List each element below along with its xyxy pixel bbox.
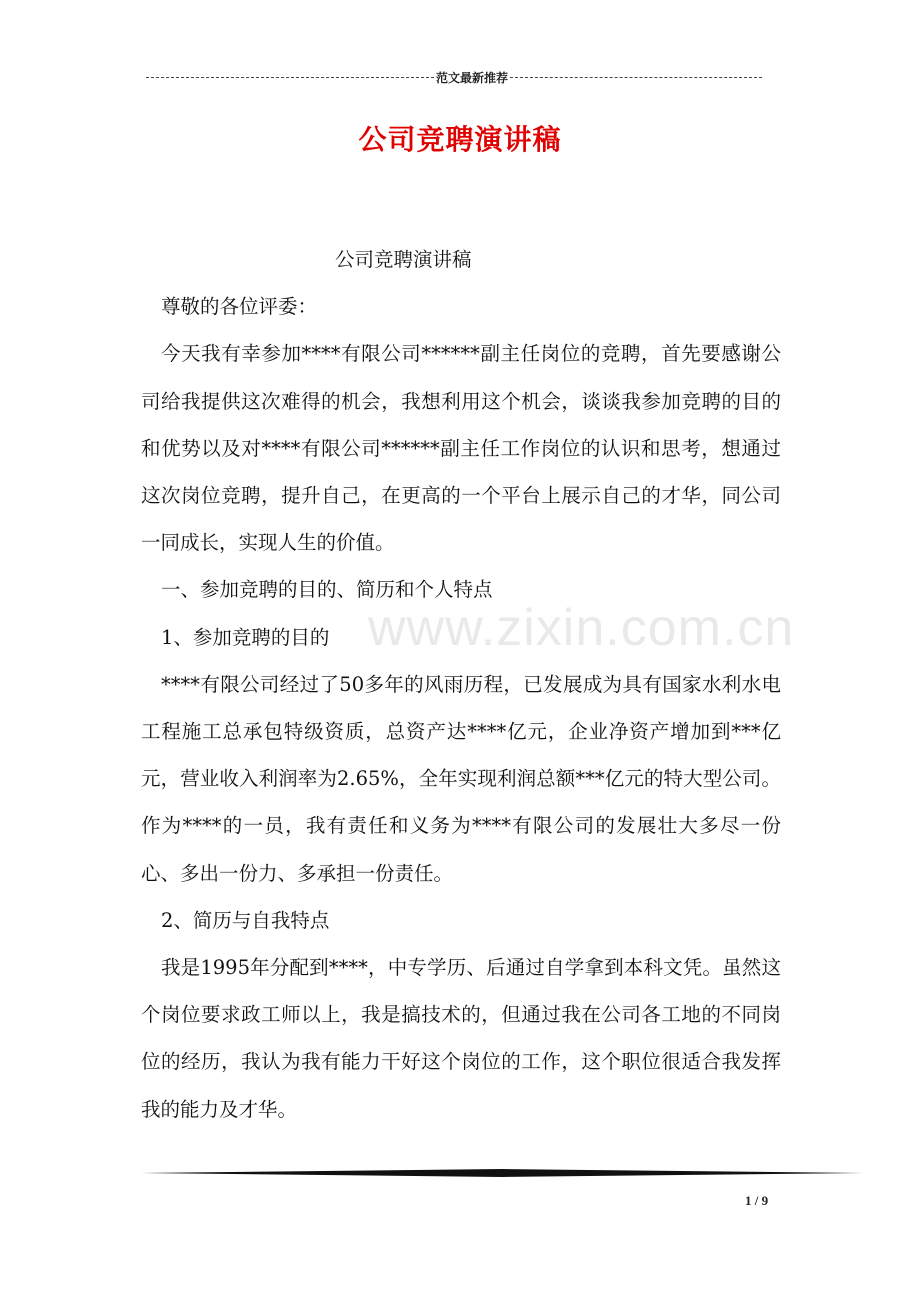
paragraph-resume: 我是1995年分配到****，中专学历、后通过自学拿到本科文凭。虽然这个岗位要求政工师以上，我是搞技术的，但通过我在公司各工地的不同岗位的经历，我认为我有能力干好这个岗位的工作，这个职位很适合我发挥我的能力及才华。	[141, 956, 781, 1121]
page-number: 1 / 9	[745, 1193, 769, 1208]
subsection-heading-1: 1、参加竞聘的目的	[161, 625, 330, 649]
paragraph-intro: 今天我有幸参加****有限公司******副主任岗位的竞聘，首先要感谢公司给我提供这次难得的机会，我想利用这个机会，谈谈我参加竞聘的目的和优势以及对****有限公司******副主任工作岗位的认识和思考，想通过这次岗位竞聘，提升自己，在更高的一个平台上展示自己的才华，同公司一同成长，实现人生的价值。	[141, 342, 781, 555]
document-title: 公司竞聘演讲稿	[358, 123, 562, 156]
document-body	[141, 236, 781, 1133]
header-dash-right	[510, 77, 762, 78]
document-subtitle: 公司竞聘演讲稿	[335, 248, 472, 271]
paragraph-company: ****有限公司经过了50多年的风雨历程，已发展成为具有国家水利水电工程施工总承包特级资质，总资产达****亿元，企业净资产增加到***亿元，营业收入利润率为2.65%，全年实现利润总额***亿元的特大型公司。作为****的一员，我有责任和义务为****有限公司的发展壮大多尽一份心、多出一份力、多承担一份责任。	[141, 672, 781, 885]
header-dash-left	[146, 77, 434, 78]
subsection-heading-2: 2、简历与自我特点	[161, 908, 330, 932]
footer-rule	[141, 1169, 863, 1177]
section-heading-1: 一、参加竞聘的目的、简历和个人特点	[161, 578, 493, 602]
watermark: www.zixin.com.cn	[368, 599, 795, 657]
header-label: 范文最新推荐	[435, 70, 508, 85]
page-header	[141, 68, 767, 86]
salutation: 尊敬的各位评委：	[161, 295, 318, 319]
